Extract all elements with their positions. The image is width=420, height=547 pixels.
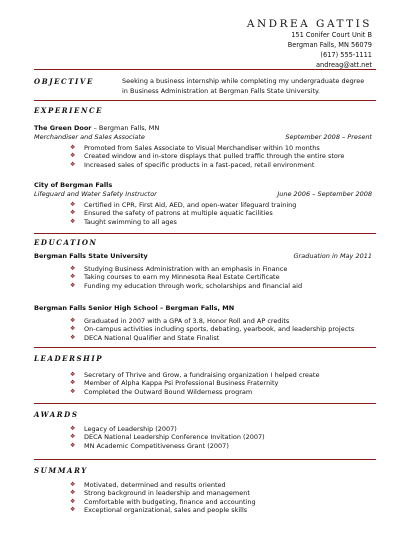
list-item: ❖ Certified in CPR, First Aid, AED, and open-water lifeguard training [70, 201, 297, 209]
job-dates: September 2008 – Present [285, 133, 372, 141]
diamond-bullet-icon: ❖ [70, 425, 76, 432]
email-address[interactable]: andreag@att.net [316, 61, 372, 69]
job-role: Merchandiser and Sales Associate [34, 133, 145, 141]
diamond-bullet-icon: ❖ [70, 217, 76, 225]
job-bullets [34, 144, 376, 169]
diamond-bullet-icon: ❖ [70, 144, 76, 151]
employer-name: The Green Door [34, 124, 92, 132]
list-item: ❖ On-campus activities including sports, debating, yearbook, and leadership projects [70, 325, 355, 334]
employer-name: City of Bergman Falls [34, 181, 113, 189]
list-item: ❖ Motivated, determined and results oriented [70, 481, 226, 489]
list-item: ❖ Exceptional organizational, sales and people skills [70, 506, 248, 515]
job-city-bergman-falls [34, 181, 376, 226]
list-item: ❖ Graduated in 2007 with a GPA of 3.8, Honor Roll and AP credits [70, 317, 290, 325]
diamond-bullet-icon: ❖ [70, 265, 76, 272]
address-line-2: Bergman Falls, MN 56079 [287, 41, 372, 49]
list-item: ❖ Comfortable with budgeting, finance and accounting [70, 497, 256, 506]
diamond-bullet-icon: ❖ [70, 506, 76, 514]
diamond-bullet-icon: ❖ [70, 152, 76, 160]
experience-heading: EXPERIENCE [34, 106, 104, 115]
diamond-bullet-icon: ❖ [70, 333, 76, 341]
list-item: ❖ Studying Business Administration with an emphasis in Finance [70, 265, 288, 273]
school-bfsu [34, 252, 376, 290]
summary-heading: SUMMARY [34, 466, 88, 475]
school-bullets [34, 317, 376, 342]
diamond-bullet-icon: ❖ [70, 497, 76, 505]
section-divider [34, 403, 376, 404]
school-name: Bergman Falls State University [34, 252, 148, 260]
job-green-door [34, 124, 376, 169]
diamond-bullet-icon: ❖ [70, 273, 76, 281]
list-item: ❖ Created window and in-store displays that pulled traffic through the entire store [70, 152, 345, 161]
summary-section [34, 481, 376, 515]
diamond-bullet-icon: ❖ [70, 371, 76, 378]
awards-heading: AWARDS [34, 410, 79, 419]
diamond-bullet-icon: ❖ [70, 433, 76, 441]
list-item: ❖ Strong background in leadership and management [70, 489, 250, 498]
phone-number: (617) 555-1111 [320, 51, 372, 59]
section-divider [34, 100, 376, 101]
employer-location: – Bergman Falls, MN [91, 124, 160, 132]
list-item: ❖ Ensured the safety of patrons at multiple aquatic facilities [70, 209, 273, 218]
job-role: Lifeguard and Water Safety Instructor [34, 190, 157, 198]
leadership-bullets [34, 371, 376, 396]
diamond-bullet-icon: ❖ [70, 201, 76, 208]
leadership-section [34, 371, 376, 396]
diamond-bullet-icon: ❖ [70, 317, 76, 324]
list-item: ❖ Promoted from Sales Associate to Visual Merchandiser within 10 months [70, 144, 320, 152]
list-item: ❖ Increased sales of specific products in a fast-paced, retail environment [70, 160, 315, 169]
list-item: ❖ Legacy of Leadership (2007) [70, 425, 177, 433]
list-item: ❖ DECA National Qualifier and State Finalist [70, 333, 220, 342]
list-item: ❖ Taught swimming to all ages [70, 217, 177, 226]
diamond-bullet-icon: ❖ [70, 325, 76, 333]
diamond-bullet-icon: ❖ [70, 379, 76, 387]
section-divider [34, 233, 376, 234]
section-divider [34, 347, 376, 348]
list-item: ❖ MN Academic Competitiveness Grant (2007) [70, 441, 229, 450]
diamond-bullet-icon: ❖ [70, 387, 76, 395]
diamond-bullet-icon: ❖ [70, 481, 76, 488]
diamond-bullet-icon: ❖ [70, 209, 76, 217]
diamond-bullet-icon: ❖ [70, 160, 76, 168]
list-item: ❖ Completed the Outward Bound Wilderness program [70, 387, 253, 396]
school-dates: Graduation in May 2011 [293, 252, 372, 260]
education-heading: EDUCATION [34, 238, 98, 247]
list-item: ❖ Secretary of Thrive and Grow, a fundraising organization I helped create [70, 371, 320, 379]
applicant-name: ANDREA GATTIS [246, 18, 372, 30]
diamond-bullet-icon: ❖ [70, 441, 76, 449]
diamond-bullet-icon: ❖ [70, 281, 76, 289]
school-bfshs [34, 304, 376, 342]
leadership-heading: LEADERSHIP [34, 354, 104, 363]
list-item: ❖ Taking courses to earn my Minnesota Real Estate Certificate [70, 273, 280, 282]
job-bullets [34, 201, 376, 226]
contact-header [247, 18, 372, 70]
awards-bullets [34, 425, 376, 450]
summary-bullets [34, 481, 376, 515]
school-name: Bergman Falls Senior High School – Bergman Falls, MN [34, 304, 235, 312]
objective-heading: OBJECTIVE [34, 77, 94, 86]
section-divider [34, 459, 376, 460]
address-line-1: 151 Conifer Court Unit B [291, 31, 372, 39]
list-item: ❖ Member of Alpha Kappa Psi Professional Business Fraternity [70, 379, 279, 388]
diamond-bullet-icon: ❖ [70, 489, 76, 497]
job-dates: June 2006 – September 2008 [277, 190, 372, 198]
awards-section [34, 425, 376, 450]
school-bullets [34, 265, 376, 290]
list-item: ❖ DECA National Leadership Conference Invitation (2007) [70, 433, 265, 442]
list-item: ❖ Funding my education through work, scholarships and financial aid [70, 281, 303, 290]
section-divider [34, 69, 376, 70]
objective-text: Seeking a business internship while completing my undergraduate degree in Business Administration at Bergman Falls State University. [122, 77, 365, 95]
